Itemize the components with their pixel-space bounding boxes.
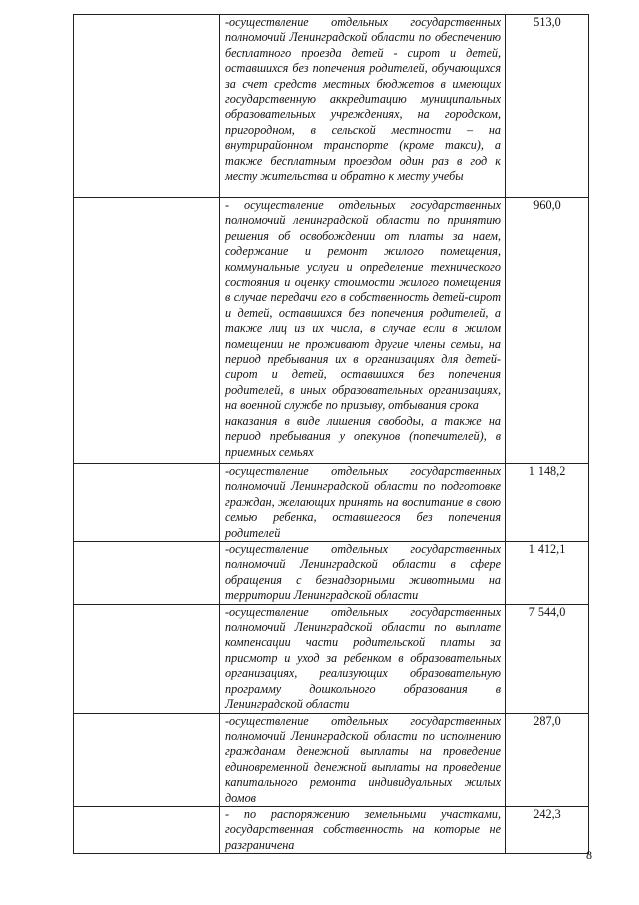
- row-amount: 242,3: [506, 806, 589, 853]
- table-row: [74, 806, 589, 853]
- table-row: [74, 713, 589, 806]
- row-amount: 1 148,2: [506, 464, 589, 542]
- row-description: -осуществление отдельных государственных полномочий Ленинградской области по обеспечению бесплатного проезда детей - сирот и детей, оставшихся без попечения родителей, обучающихся за счет средств местных бюджетов в имеющих государственную аккредитацию муниципальных образовательных учреждениях, на городском, пригородном, в сельской местности – на внутрирайонном транспорте (кроме такси), а также бесплатным проездом один раз в год к месту жительства и обратно к месту учебы: [220, 15, 506, 198]
- row-amount: 287,0: [506, 713, 589, 806]
- empty-cell: [74, 464, 220, 542]
- row-description: - по распоряжению земельными участками, государственная собственность на которые не разграничена: [220, 806, 506, 853]
- table-row: [74, 464, 589, 542]
- row-description: -осуществление отдельных государственных полномочий Ленинградской области по подготовке граждан, желающих принять на воспитание в свою семью ребенка, оставшегося без попечения родителей: [220, 464, 506, 542]
- empty-cell: [74, 15, 220, 198]
- row-amount: 513,0: [506, 15, 589, 198]
- empty-cell: [74, 713, 220, 806]
- table-row: [74, 542, 589, 605]
- row-description: -осуществление отдельных государственных полномочий Ленинградской области по исполнению гражданам денежной выплаты на проведение единовременной денежной выплаты на проведение капитального ремонта индивидуальных жилых домов: [220, 713, 506, 806]
- empty-cell: [74, 542, 220, 605]
- table-row: [74, 604, 589, 713]
- row-description: -осуществление отдельных государственных полномочий Ленинградской области в сфере обращения с безнадзорными животными на территории Ленинградской области: [220, 542, 506, 605]
- row-amount: 1 412,1: [506, 542, 589, 605]
- empty-cell: [74, 198, 220, 464]
- row-description-part1: - осуществление отдельных государственных полномочий ленинградской области по принятию решения об освобождении от платы за наем, содержание и ремонт жилого помещения, коммунальные услуги и определение технического состояния и оценку стоимости жилого помещения в случае передачи его в собственность детей-сирот и детей, оставшихся без попечения родителей, а также лиц из их числа, в случае если в жилом помещении не проживают другие члены семьи, на период пребывания их в организациях для детей-сирот и детей, оставшихся без попечения родителей, в иных образовательных организациях, на военной службе по призыву, отбывания срока: [225, 198, 501, 413]
- table-row: [74, 15, 589, 198]
- table-row: [74, 198, 589, 464]
- budget-table: [73, 14, 589, 854]
- row-description-part2: наказания в виде лишения свободы, а также на период пребывания у опекунов (попечителей), в приемных семьях: [225, 413, 501, 459]
- empty-cell: [74, 604, 220, 713]
- page-number: 8: [586, 848, 592, 862]
- row-description: [220, 198, 506, 464]
- row-amount: 960,0: [506, 198, 589, 464]
- row-amount: 7 544,0: [506, 604, 589, 713]
- row-description: -осуществление отдельных государственных полномочий Ленинградской области по выплате компенсации части родительской платы за присмотр и уход за ребенком в образовательных организациях, реализующих образовательную программу дошкольного образования в Ленинградской области: [220, 604, 506, 713]
- empty-cell: [74, 806, 220, 853]
